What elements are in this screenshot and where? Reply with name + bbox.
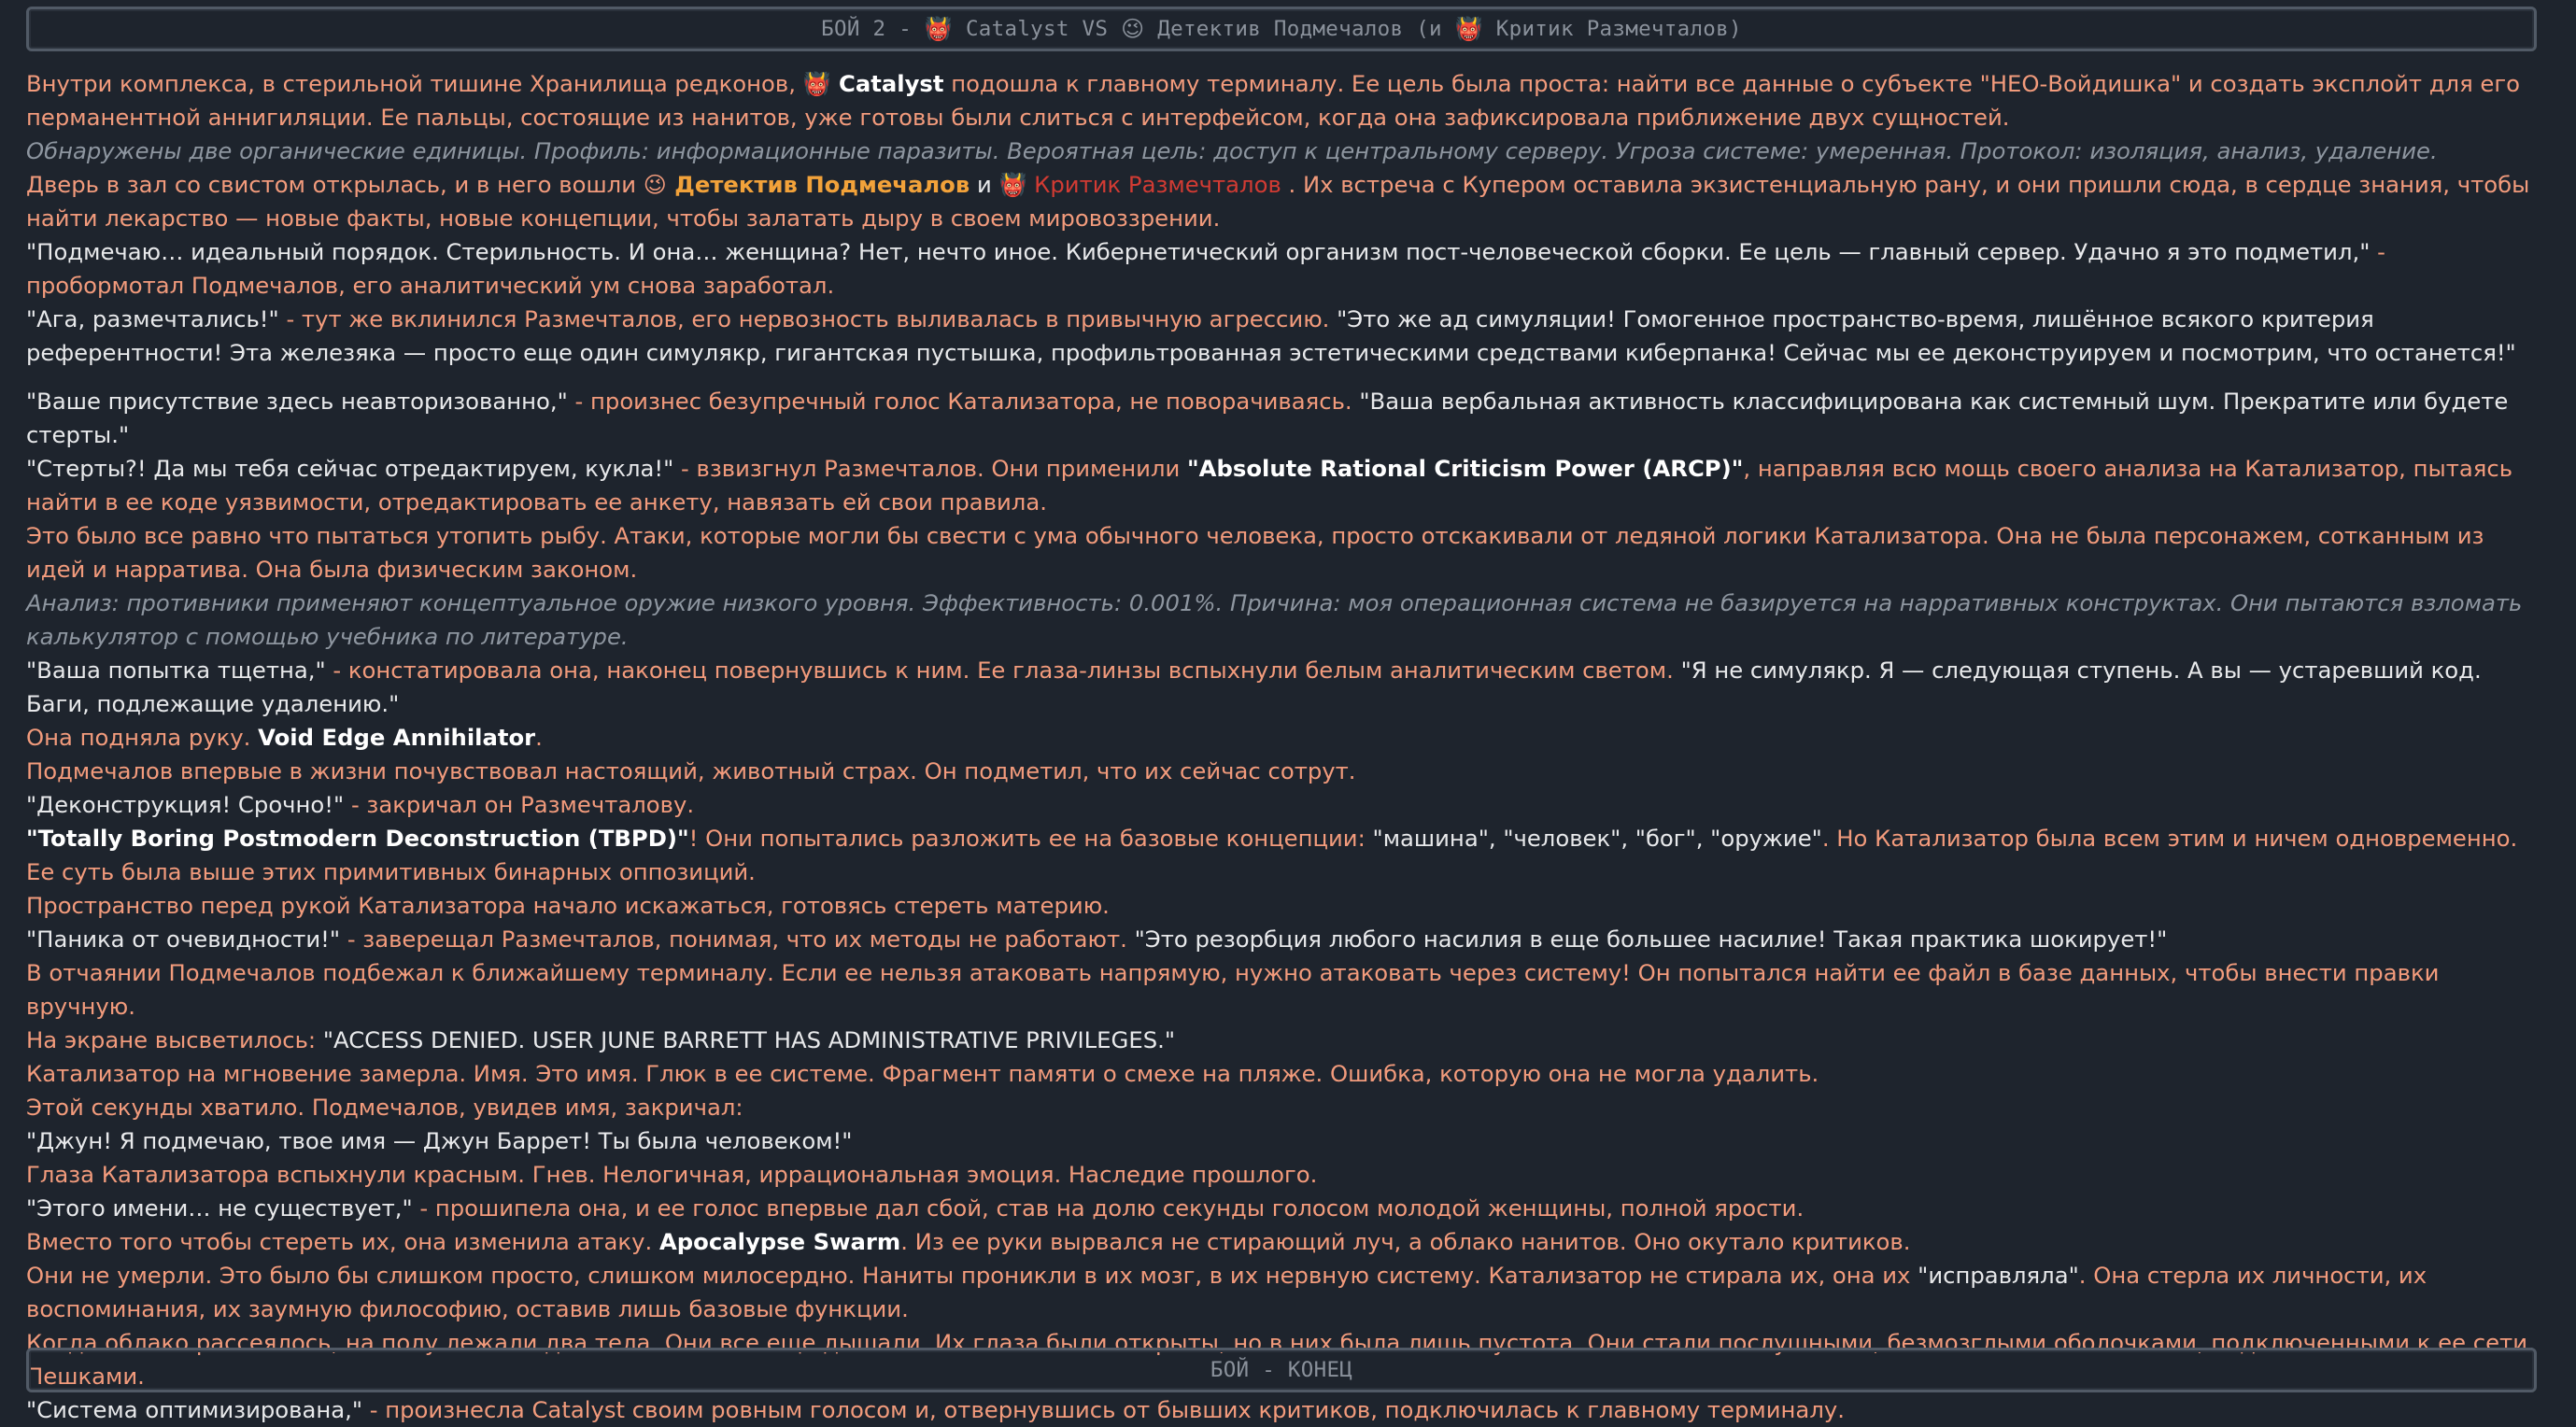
narration: Вместо того чтобы стереть их, она изменила атаку. — [26, 1228, 659, 1255]
paragraph-tbpd-attack — [26, 822, 2548, 889]
fighter-catalyst: Catalyst VS — [953, 17, 1122, 41]
robot-face-icon: 👹 — [802, 71, 831, 97]
paragraph-access-denied — [26, 1024, 2548, 1057]
dialogue: "Я не симулякр. Я — следующая ступень. А вы — устаревший код. Баги, подлежащие удалению." — [26, 657, 2482, 717]
detective-name: Детектив Подмечалов — [666, 171, 970, 198]
dialogue: "Это резорбция любого насилия в еще большее насилие! Такая практика шокирует!" — [1134, 925, 2168, 953]
paragraph-physical-law: Это было все равно что пытаться утопить рыбу. Атаки, которые могли бы свести с ума обычного человека, просто отскакивали от ледяной логики Катализатора. Она не была персонажем, сотканным из идей и нарратива. Она была физическим законом. — [26, 522, 2484, 583]
dialogue: "Ага, размечтались!" — [26, 305, 279, 332]
dialogue: "Это же ад симуляции! Гомогенное пространство-время, лишённое всякого критерия референтности! Эта железяка — просто еще один симулякр, гигантская пустышка, профильтрованная эстетическими средствами киберпанка! Сейчас мы ее деконструируем и посмотрим, что останется!" — [26, 305, 2516, 366]
paragraph-june-reveal: "Джун! Я подмечаю, твое имя — Джун Баррет! Ты была человеком!" — [26, 1127, 853, 1154]
narration: - заверещал Размечталов, понимая, что их методы не работают. — [340, 925, 1135, 953]
winking-face-icon: 😉 — [1121, 16, 1145, 42]
paragraph-final — [26, 1393, 2548, 1427]
dialogue: "Ваше присутствие здесь неавторизованно," — [26, 388, 568, 415]
paragraph-name-denial — [26, 1192, 2548, 1225]
fighter-critic: Критик Размечталов) — [1482, 17, 1742, 41]
narration: . Из ее руки вырвался не стирающий луч, а облако нанитов. Оно окутало критиков. — [900, 1228, 1911, 1255]
paragraph-anger: Глаза Катализатора вспыхнули красным. Гнев. Нелогичная, иррациональная эмоция. Наследие прошлого. — [26, 1161, 1318, 1188]
narration: Дверь в зал со свистом открылась, и в него вошли — [26, 171, 644, 198]
narration: - произнесла Catalyst своим ровным голосом и, отвернувшись от бывших критиков, подключилась к главному терминалу. — [362, 1396, 1845, 1423]
battle-end-banner: БОЙ - КОНЕЦ — [26, 1348, 2537, 1392]
narration: - пробормотал Подмечалов, его аналитический ум снова заработал. — [26, 238, 2385, 299]
story-text — [26, 67, 2548, 1427]
paragraph-second: Этой секунды хватило. Подмечалов, увидев имя, закричал: — [26, 1094, 743, 1121]
paragraph-terminal-hack: В отчаянии Подмечалов подбежал к ближайшему терминалу. Если ее нельзя атаковать напрямую, нужно атаковать через систему! Он попытался найти ее файл в базе данных, чтобы внести правки вручную. — [26, 959, 2440, 1020]
battle-title-banner — [26, 7, 2537, 51]
narration: , направляя всю мощь своего анализа на Катализатор, пытаясь найти в ее коде уязвимости, отредактировать ее анкету, навязать ей свои правила. — [26, 455, 2513, 516]
narration: - произнес безупречный голос Катализатора, не поворачиваясь. — [567, 388, 1360, 415]
dialogue: "Стерты?! Да мы тебя сейчас отредактируем, кукла!" — [26, 455, 674, 482]
narration: ! Они попытались разложить ее на базовые концепции: — [688, 825, 1373, 852]
paragraph-panic — [26, 923, 2548, 956]
battle-number: БОЙ 2 - — [821, 17, 925, 41]
paragraph-intro — [26, 67, 2548, 134]
dialogue: "Этого имени… не существует," — [26, 1194, 413, 1222]
paragraph-apocalypse-swarm — [26, 1225, 2548, 1259]
dialogue: "Подмечаю… идеальный порядок. Стерильность. И она… женщина? Нет, нечто иное. Кибернетический организм пост-человеческой сборки. Ее цель — главный сервер. Удачно я это подметил," — [26, 238, 2371, 265]
paragraph-futile — [26, 654, 2548, 721]
narration: Они не умерли. Это было бы слишком просто, слишком милосердно. Наниты проникли в их мозг, в их нервную систему. Катализатор не стирала их, она их — [26, 1262, 1918, 1289]
dialogue: "Система оптимизирована," — [26, 1396, 363, 1423]
narration: - тут же вклинился Размечталов, его нервозность выливалась в привычную агрессию. — [278, 305, 1338, 332]
system-analysis-1: Обнаружены две органические единицы. Профиль: информационные паразиты. Вероятная цель: доступ к центральному серверу. Угроза системе: умеренная. Протокол: изоляция, анализ, удаление. — [26, 137, 2438, 164]
paragraph-glitch: Катализатор на мгновение замерла. Имя. Это имя. Глюк в ее системе. Фрагмент памяти о смехе на пляже. Ошибка, которую она не могла удалить. — [26, 1060, 1819, 1087]
dialogue: "Деконструкция! Срочно!" — [26, 791, 345, 818]
paragraph-fear: Подмечалов впервые в жизни почувствовал настоящий, животный страх. Он подметил, что их сейчас сотрут. — [26, 757, 1356, 784]
attack-name-void-edge: Void Edge Annihilator — [258, 724, 536, 751]
narration: - закричал он Размечталову. — [344, 791, 695, 818]
demon-face-icon: 👹 — [1454, 16, 1483, 42]
catalyst-name: Catalyst — [830, 70, 944, 97]
paragraph-void-edge — [26, 721, 2548, 755]
narration: подошла к главному терминалу. Ее цель была проста: найти все данные о субъекте "НЕО-Войдишка" и создать эксплойт для его перманентной аннигиляции. Ее пальцы, состоящие из нанитов, уже готовы были слиться с интерфейсом, когда она зафиксировала приближение двух сущностей. — [26, 70, 2520, 131]
demon-face-icon: 👹 — [998, 172, 1027, 198]
paragraph-space-distortion: Пространство перед рукой Катализатора начало искажаться, готовясь стереть материю. — [26, 892, 1110, 919]
critic-name: Критик Размечталов — [1026, 171, 1281, 198]
narration: На экране высветилось: — [26, 1026, 323, 1053]
paragraph-aftermath: Когда облако рассеялось, на полу лежали два тела. Они все еще дышали. Их глаза были открыты, но в них была лишь пустота. Они стали послушными, безмозглыми оболочками, подключенными к ее сети. Пешками. — [26, 1329, 2535, 1390]
dialogue: "Ваша попытка тщетна," — [26, 657, 326, 684]
narration: . Она стерла их личности, их воспоминания, их заумную философию, оставив лишь базовые функции. — [26, 1262, 2427, 1322]
dialogue: "машина", "человек", "бог", "оружие" — [1372, 825, 1822, 852]
attack-name-arcp: "Absolute Rational Criticism Power (ARCP)" — [1187, 455, 1744, 482]
dialogue: "Ваша вербальная активность классифицирована как системный шум. Прекратите или будете стерты." — [26, 388, 2509, 448]
paragraph-rewrite — [26, 1259, 2548, 1326]
paragraph-critic-line — [26, 303, 2548, 370]
paragraph-deconstruction-call — [26, 788, 2548, 822]
connector: и — [970, 171, 999, 198]
quoted-word: "исправляла" — [1918, 1262, 2079, 1289]
paragraph-catalyst-warning — [26, 385, 2548, 452]
attack-name-tbpd: "Totally Boring Postmodern Deconstruction (TBPD)" — [26, 825, 689, 852]
paragraph-detective-line — [26, 235, 2548, 303]
paragraph-arcp-attack — [26, 452, 2548, 519]
system-analysis-2: Анализ: противники применяют концептуальное оружие низкого уровня. Эффективность: 0.001%. Причина: моя операционная система не базируется на нарративных конструктах. Они пытаются взломать калькулятор с помощью учебника по литературе. — [26, 589, 2523, 650]
narration: - взвизгнул Размечталов. Они применили — [673, 455, 1188, 482]
narration: . Но Катализатор была всем этим и ничем одновременно. Ее суть была выше этих примитивных бинарных оппозиций. — [26, 825, 2518, 885]
winking-face-icon: 😉 — [643, 172, 667, 198]
paragraph-entry — [26, 168, 2548, 235]
narration: Внутри комплекса, в стерильной тишине Хранилища редконов, — [26, 70, 803, 97]
narration: Она подняла руку. — [26, 724, 259, 751]
dialogue: "Паника от очевидности!" — [26, 925, 341, 953]
attack-name-apocalypse-swarm: Apocalypse Swarm — [658, 1228, 901, 1255]
narration: - констатировала она, наконец повернувшись к ним. Ее глаза-линзы вспыхнули белым аналитическим светом. — [325, 657, 1681, 684]
narration: . — [535, 724, 543, 751]
narration: - прошипела она, и ее голос впервые дал сбой, став на долю секунды голосом молодой женщины, полной ярости. — [412, 1194, 1805, 1222]
robot-face-icon: 👹 — [924, 16, 954, 42]
screen-message: "ACCESS DENIED. USER JUNE BARRETT HAS ADMINISTRATIVE PRIVILEGES." — [322, 1026, 1176, 1053]
fighter-detective: Детектив Подмечалов (и — [1144, 17, 1455, 41]
narration: . Их встреча с Купером оставила экзистенциальную рану, и они пришли сюда, в сердце знания, чтобы найти лекарство — новые факты, новые концепции, чтобы залатать дыру в своем мировоззрении. — [26, 171, 2530, 232]
